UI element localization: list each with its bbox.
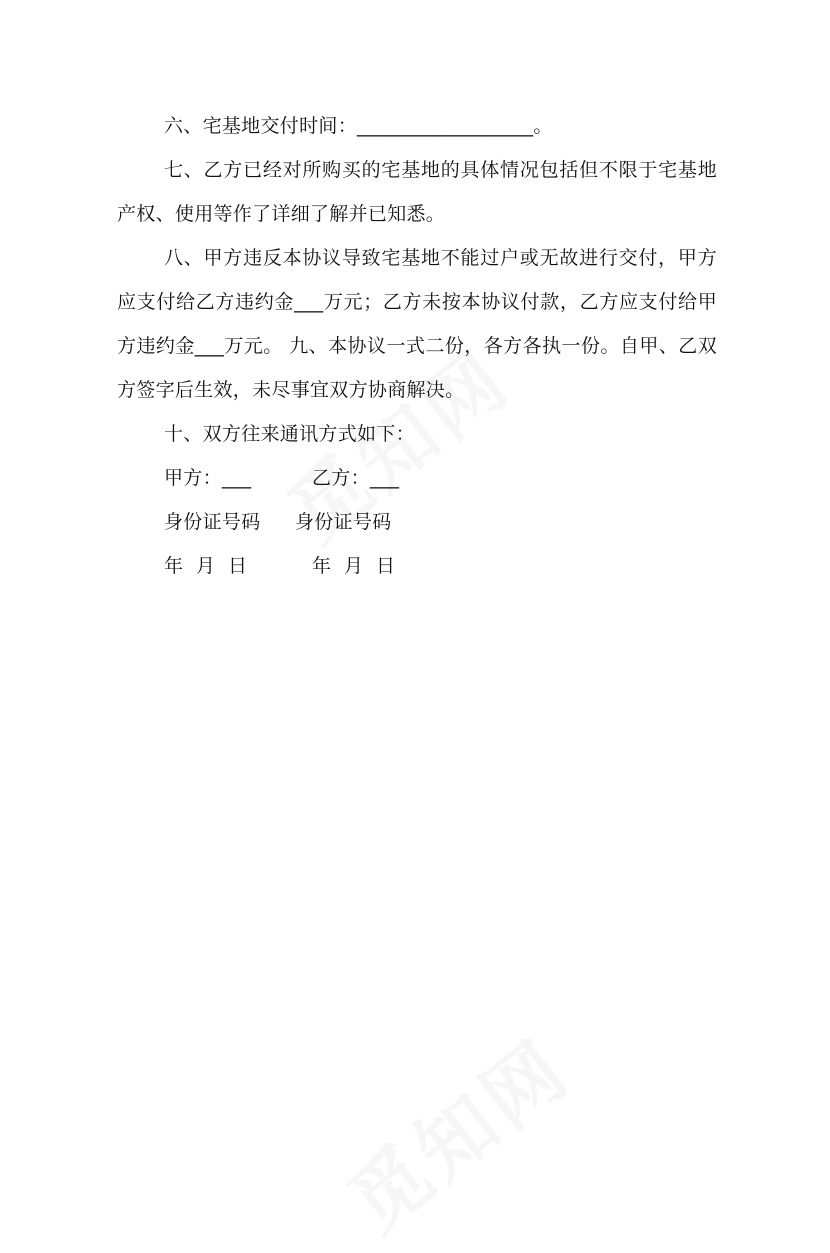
signature-date-row <box>117 544 717 588</box>
id-number-b-label: 身份证号码 <box>295 511 392 533</box>
clause-8-9-breach-and-copies: 八、甲方违反本协议导致宅基地不能过户或无故进行交付，甲方应支付给乙方违约金___万元；乙方未按本协议付款，乙方应支付给甲方违约金___万元。 九、本协议一式二份，各方各执一份。自甲、乙双方签字后生效，未尽事宜双方协商解决。 <box>117 247 717 401</box>
id-number-a-label: 身份证号码 <box>164 511 261 533</box>
clause-10-contact: 十、双方往来通讯方式如下： <box>164 423 415 445</box>
clause-6-delivery-time: 六、宅基地交付时间：__________________。 <box>164 115 553 137</box>
signature-id-row <box>117 500 717 544</box>
signature-party-row <box>117 456 717 500</box>
date-b-label: 年 月 日 <box>312 555 396 577</box>
document-body <box>117 104 717 588</box>
party-b-label: 乙方：___ <box>312 467 400 489</box>
clause-7-acknowledgement: 七、乙方已经对所购买的宅基地的具体情况包括但不限于宅基地产权、使用等作了详细了解并已知悉。 <box>117 159 717 225</box>
watermark-bottom <box>322 1009 590 1252</box>
party-a-label: 甲方：___ <box>164 467 252 489</box>
date-a-label: 年 月 日 <box>164 555 248 577</box>
